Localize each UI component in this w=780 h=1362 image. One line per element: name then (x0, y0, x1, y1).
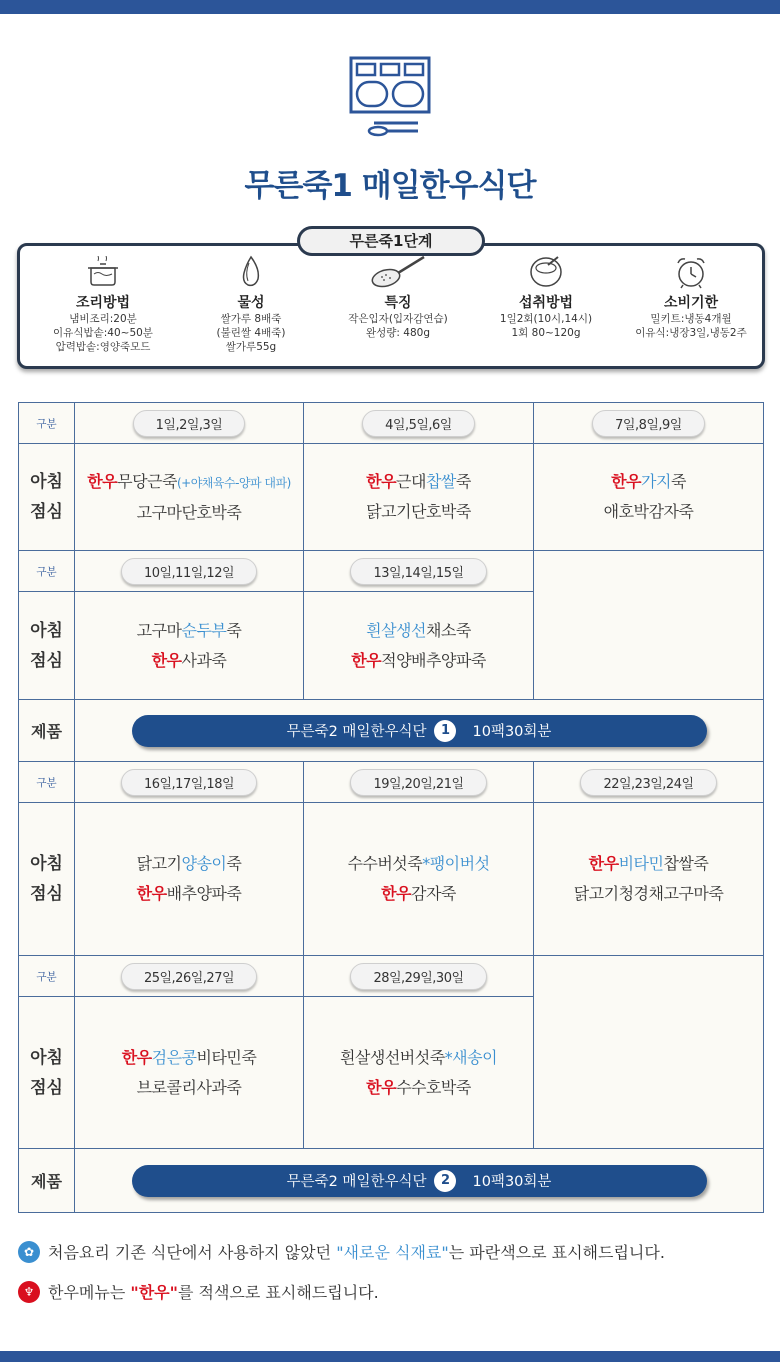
new-ingredient-text: *새송이 (444, 1047, 498, 1067)
menu-text: 비타민죽 (196, 1047, 257, 1067)
meal-plan-table (18, 402, 764, 1213)
lunch-label: 점심 (30, 884, 63, 904)
table-row (19, 403, 764, 444)
info-feature (323, 254, 473, 340)
info-line: 이유식밥솥:40~50분 (53, 327, 153, 339)
new-ingredient-text: 가지 (641, 472, 671, 491)
menu-line (75, 467, 303, 498)
menu-line (304, 879, 533, 909)
day-badge: 25일,26일,27일 (121, 963, 257, 990)
menu-line: 닭고기청경채고구마죽 (573, 884, 724, 903)
meal-labels (19, 592, 75, 700)
gubun-label: 구분 (19, 551, 75, 592)
day-cell (534, 403, 764, 444)
menu-text: 닭고기 (136, 854, 182, 873)
note-text-part: 처음요리 기존 식단에서 사용하지 않았던 (48, 1243, 337, 1262)
new-ingredient-text: (+야채육수-양파 대파) (176, 475, 291, 490)
menu-cell (304, 803, 534, 956)
product-qty: 10팩30회분 (472, 1174, 552, 1190)
info-line: 이유식:냉장3일,냉동2주 (635, 327, 747, 339)
day-cell (534, 762, 764, 803)
menu-line (75, 1043, 303, 1073)
table-row (19, 444, 764, 551)
menu-cell (534, 444, 764, 551)
breakfast-label: 아침 (30, 472, 63, 492)
menu-text: 죽 (670, 472, 686, 491)
info-heading: 특징 (384, 295, 412, 311)
day-cell (304, 956, 534, 997)
menu-line (534, 467, 763, 497)
day-badge: 13일,14일,15일 (350, 558, 486, 585)
hanwoo-text: 한우 (366, 472, 397, 491)
day-badge: 19일,20일,21일 (350, 769, 486, 796)
day-cell (75, 956, 304, 997)
menu-text: 죽 (226, 854, 242, 873)
rice-grain-icon (240, 255, 262, 289)
info-line: (불린쌀 4배죽) (216, 327, 286, 339)
product-name: 무른죽2 매일한우식단 (286, 724, 427, 740)
menu-cell (534, 803, 764, 956)
menu-cell (75, 444, 304, 551)
menu-text: 고구마 (136, 620, 182, 640)
new-ingredient-text: *팽이버섯 (422, 854, 490, 873)
info-expiry (616, 254, 766, 340)
info-line: 1일2회(10시,14시) (499, 313, 593, 325)
hanwoo-text: 한우 (151, 650, 182, 670)
product-label: 제품 (19, 1149, 75, 1213)
alarm-clock-icon (674, 255, 708, 289)
breakfast-label: 아침 (30, 1047, 63, 1068)
hanwoo-text: 한우 (381, 884, 412, 903)
day-cell (75, 551, 304, 592)
day-badge: 28일,29일,30일 (350, 963, 486, 990)
info-heading: 섭취방법 (518, 295, 574, 311)
note-text (48, 1240, 665, 1263)
gubun-label: 구분 (19, 403, 75, 444)
menu-text: 찹쌀죽 (663, 854, 709, 873)
menu-text: 죽 (455, 472, 471, 491)
menu-line: 애호박감자죽 (603, 502, 694, 521)
info-heading: 물성 (237, 295, 265, 311)
menu-line (304, 1043, 533, 1073)
info-line: 완성량: 480g (365, 327, 430, 339)
menu-cell (75, 997, 304, 1149)
day-cell (75, 762, 304, 803)
hanwoo-text: 한우 (87, 471, 118, 491)
day-badge: 10일,11일,12일 (121, 558, 257, 585)
top-bar (0, 0, 780, 14)
info-line: 압력밥솥:영양죽모드 (55, 341, 151, 353)
day-cell (75, 403, 304, 444)
note-text-part: 를 적색으로 표시해드립니다. (177, 1283, 379, 1302)
menu-line: 브로콜리사과죽 (136, 1077, 242, 1097)
day-cell (304, 762, 534, 803)
info-intake (471, 254, 621, 340)
menu-text: 사과죽 (181, 650, 227, 670)
menu-text: 채소죽 (425, 620, 471, 640)
info-heading: 소비기한 (663, 295, 719, 311)
menu-text: 배추양파죽 (166, 884, 242, 903)
day-badge: 1일,2일,3일 (133, 410, 246, 437)
menu-cell (304, 592, 534, 700)
bowl-icon (528, 255, 564, 289)
menu-cell (75, 803, 304, 956)
info-texture (176, 254, 326, 354)
product-button[interactable] (132, 1165, 707, 1197)
meal-tray-icon (348, 55, 432, 139)
menu-cell (304, 997, 534, 1149)
new-ingredient-text: 검은콩 (151, 1047, 197, 1067)
menu-line (304, 616, 533, 646)
breakfast-label: 아침 (30, 854, 63, 874)
day-cell (304, 403, 534, 444)
note-text (48, 1280, 379, 1303)
breakfast-label: 아침 (30, 620, 63, 641)
day-badge: 16일,17일,18일 (121, 769, 257, 796)
menu-line (534, 849, 763, 879)
table-row (19, 551, 764, 592)
new-ingredient-text: 비타민 (618, 854, 664, 873)
info-cooking (28, 254, 178, 354)
leaf-icon: ✿ (18, 1241, 40, 1263)
note-highlight: "한우" (130, 1283, 178, 1302)
note-text-part: 는 파란색으로 표시해드립니다. (448, 1243, 665, 1262)
meal-labels (19, 997, 75, 1149)
new-ingredient-text: 찹쌀 (425, 472, 456, 491)
menu-cell (304, 444, 534, 551)
hanwoo-text: 한우 (351, 650, 382, 670)
note-hanwoo (18, 1280, 379, 1303)
menu-line (75, 616, 303, 646)
product-cell (75, 700, 764, 762)
hanwoo-text: 한우 (121, 1047, 152, 1067)
day-badge: 7일,8일,9일 (592, 410, 705, 437)
table-row (19, 762, 764, 803)
hanwoo-text: 한우 (611, 472, 642, 491)
info-line: 1회 80~120g (511, 327, 581, 339)
table-row (19, 956, 764, 997)
product-number: 2 (434, 1170, 456, 1192)
table-row (19, 700, 764, 762)
info-line: 밀키트:냉동4개월 (650, 313, 732, 325)
meal-labels (19, 444, 75, 551)
table-row (19, 803, 764, 956)
new-ingredient-text: 순두부 (181, 620, 227, 640)
menu-line: 고구마단호박죽 (136, 502, 242, 522)
menu-text: 감자죽 (411, 884, 456, 903)
info-line: 작은입자(입자감연습) (348, 313, 448, 325)
table-row (19, 1149, 764, 1213)
gubun-label: 구분 (19, 762, 75, 803)
info-heading: 조리방법 (75, 295, 131, 311)
menu-line (75, 879, 303, 909)
menu-line (304, 467, 533, 497)
empty-cell (534, 956, 764, 1149)
info-box (17, 243, 765, 369)
menu-line: 닭고기단호박죽 (366, 502, 471, 521)
product-qty: 10팩30회분 (472, 724, 552, 740)
day-badge: 22일,23일,24일 (580, 769, 716, 796)
menu-line (304, 646, 533, 676)
note-text-part: 한우메뉴는 (48, 1283, 131, 1302)
pot-icon (86, 256, 120, 288)
menu-line (304, 849, 533, 879)
product-button[interactable] (132, 715, 707, 747)
meal-labels (19, 803, 75, 956)
hanwoo-text: 한우 (588, 854, 619, 873)
menu-cell (75, 592, 304, 700)
menu-text: 흰살생선버섯죽 (339, 1047, 445, 1067)
menu-text: 근대 (396, 472, 426, 491)
empty-cell (534, 551, 764, 700)
info-line: 냄비조리:20분 (69, 313, 137, 325)
day-badge: 4일,5일,6일 (362, 410, 475, 437)
day-cell (304, 551, 534, 592)
stage-label: 무른죽1단계 (297, 226, 485, 256)
lunch-label: 점심 (30, 650, 63, 671)
lunch-label: 점심 (30, 502, 63, 522)
note-new-ingredient (18, 1240, 665, 1263)
menu-text: 수수버섯죽 (347, 854, 423, 873)
menu-text: 수수호박죽 (396, 1077, 471, 1097)
new-ingredient-text: 양송이 (181, 854, 227, 873)
menu-line (304, 1073, 533, 1103)
menu-text: 적양배추양파죽 (381, 650, 486, 670)
page-title: 무른죽1 매일한우식단 (244, 168, 536, 204)
product-number: 1 (434, 720, 456, 742)
product-label: 제품 (19, 700, 75, 762)
menu-line (75, 646, 303, 676)
info-line: 쌀가루55g (225, 341, 277, 353)
product-cell (75, 1149, 764, 1213)
hanwoo-text: 한우 (136, 884, 167, 903)
lunch-label: 점심 (30, 1077, 63, 1098)
gubun-label: 구분 (19, 956, 75, 997)
beef-icon: ♆ (18, 1281, 40, 1303)
info-line: 쌀가루 8배죽 (220, 313, 282, 325)
note-highlight: "새로운 식재료" (336, 1243, 449, 1262)
hanwoo-text: 한우 (366, 1077, 397, 1097)
menu-line (75, 849, 303, 879)
spoon-icon (370, 254, 426, 290)
menu-text: 무당근죽 (117, 471, 177, 491)
menu-text: 죽 (226, 620, 242, 640)
bottom-bar (0, 1351, 780, 1362)
new-ingredient-text: 흰살생선 (366, 620, 426, 640)
product-name: 무른죽2 매일한우식단 (286, 1174, 427, 1190)
